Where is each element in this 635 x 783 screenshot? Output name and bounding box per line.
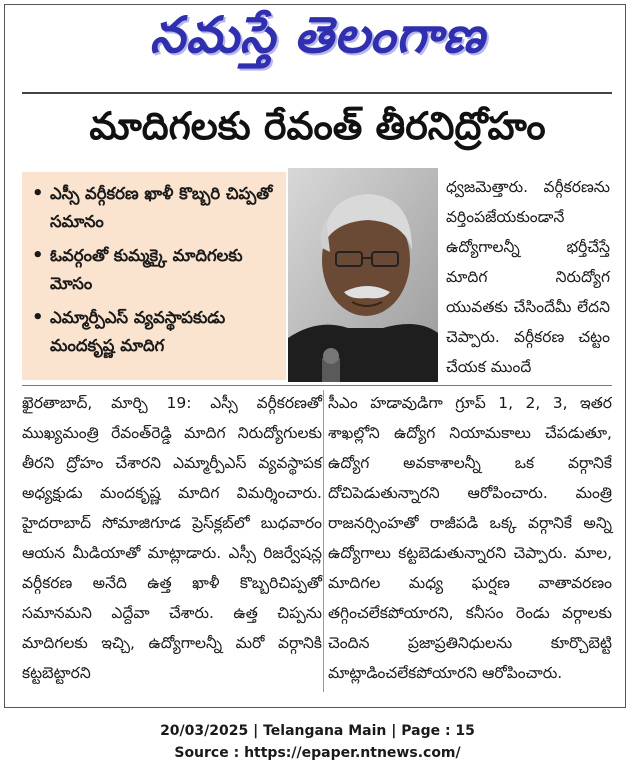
newspaper-masthead: నమస్తే తెలంగాణ [149, 6, 486, 64]
column-divider [22, 385, 612, 386]
article-column-middle [328, 388, 612, 688]
bullet-icon: • [32, 183, 44, 204]
publication-info: 20/03/2025 | Telangana Main | Page : 15 [160, 723, 475, 739]
highlight-text: ఎమ్మార్పీఎస్ వ్యవస్థాపకుడు మందకృష్ణ మాదిగ [50, 308, 226, 355]
speaker-photo [288, 168, 438, 382]
article-paragraph: ఖైరతాబాద్, మార్చి 19: ఎస్సీ వర్గీకరణతో ముఖ్యమంత్రి రేవంత్‌రెడ్డి మాదిగ నిరుద్యోగులకు తీరని ద్రోహం చేశారని ఎమ్మార్పీఎస్ వ్యవస్థాపక అధ్యక్షుడు మందకృష్ణ మాదిగ విమర్శించారు. హైదరాబాద్ సోమాజిగూడ ప్రెస్‌క్లబ్‌లో బుధవారం ఆయన మీడియాతో మాట్లాడారు. ఎస్సీ రిజర్వేషన్ల వర్గీకరణ అనేది ఉత్త ఖాళీ కొబ్బరిచిప్పతో సమానమని ఎద్దేవా చేశారు. ఉత్త చిప్పను మాదిగలకు ఇచ్చి, ఉద్యోగాలన్నీ మరో వర్గానికి కట్టబెట్టారని [22, 394, 322, 682]
column-separator [323, 390, 324, 692]
source-link[interactable]: Source : https://epaper.ntnews.com/ [174, 745, 461, 761]
bullet-icon: • [32, 245, 44, 266]
article-paragraph: ధ్వజమెత్తారు. వర్గీకరణను వర్తింపజేయకుండానే ఉద్యోగాలన్నీ భర్తీచేస్తే మాదిగ నిరుద్యోగ యువతకు చేసిందేమీ లేదని చెప్పారు. వర్గీకరణ చట్టం చేయక ముందే [446, 178, 610, 376]
highlight-item [32, 242, 278, 298]
article-paragraph: సీఎం హడావుడిగా గ్రూప్ 1, 2, 3, ఇతర శాఖల్లోని ఉద్యోగ నియామకాలు చేపడుతూ, ఉద్యోగ అవకాశాలన్నీ ఒక వర్గానికే దోచిపెడుతున్నారని ఆరోపించారు. మంత్రి రాజనర్సింహతో రాజీపడి ఒక్క వర్గానికే అన్ని ఉద్యోగాలు కట్టబెడుతున్నారని చెప్పారు. మాల, మాదిగల మధ్య ఘర్షణ వాతావరణం తగ్గించలేకపోయారని, కనీసం రెండు వర్గాలకు చెందిన ప్రజాప్రతినిధులను కూర్చొబెట్టి మాట్లాడించలేకపోయారని ఆరోపించారు. [328, 394, 612, 682]
article-column-right [446, 172, 610, 382]
masthead-divider [22, 92, 612, 94]
highlight-item [32, 304, 278, 360]
highlight-item [32, 180, 278, 236]
highlight-text: ఎస్సీ వర్గీకరణ ఖాళీ కొబ్బరి చిప్పతో సమానం [50, 184, 273, 231]
speaker-photo-image [288, 168, 438, 382]
highlights-box [22, 172, 286, 380]
article-headline: మాదిగలకు రేవంత్ తీరనిద్రోహం [89, 104, 546, 148]
bullet-icon: • [32, 307, 44, 328]
source-footer [0, 720, 635, 764]
article-column-left [22, 388, 322, 688]
highlight-text: ఓవర్గంతో కుమ్మక్కై మాదిగలకు మోసం [50, 246, 243, 293]
